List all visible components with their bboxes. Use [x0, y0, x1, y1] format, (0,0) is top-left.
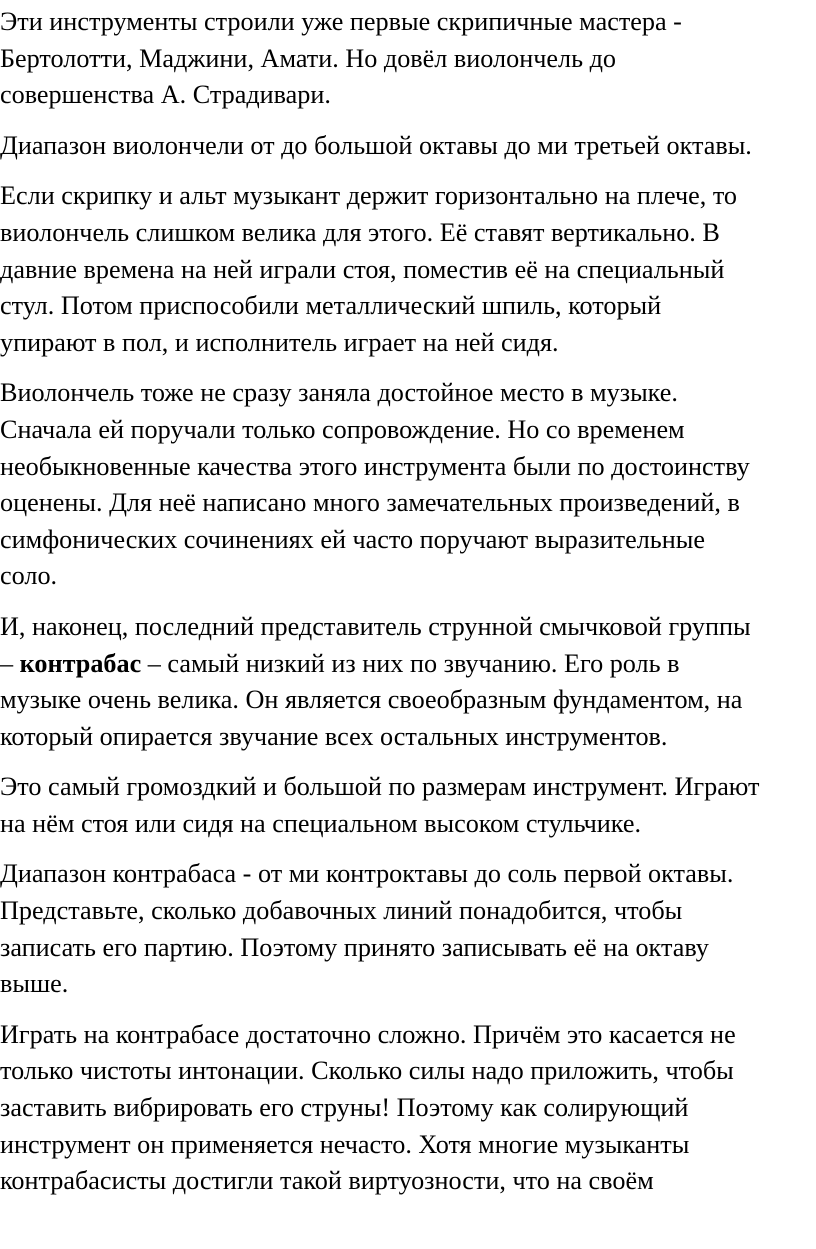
- text-line: Виолончель тоже не сразу заняла достойное место в музыке.: [0, 378, 678, 408]
- line-continuation: – самый низкий из них по звучанию. Его роль в: [141, 648, 680, 678]
- text-line: на нём стоя или сидя на специальном высоком стульчике.: [0, 808, 642, 838]
- text-line: И, наконец, последний представитель струнной смычковой группы: [0, 611, 751, 641]
- text-line: Играть на контрабасе достаточно сложно. Причём это касается не: [0, 1019, 736, 1049]
- text-line: совершенства А. Страдивари.: [0, 80, 331, 110]
- text-line: упирают в пол, и исполнитель играет на ней сидя.: [0, 327, 559, 357]
- dash-prefix: –: [0, 648, 20, 678]
- text-line: Сначала ей поручали только сопровождение. Но со временем: [0, 414, 685, 444]
- text-line: Эти инструменты строили уже первые скрипичные мастера -: [0, 7, 682, 36]
- text-line: музыке очень велика. Он является своеобразным фундаментом, на: [0, 685, 743, 715]
- paragraph-cello-makers: [0, 4, 816, 114]
- text-line: необыкновенные качества этого инструмента были по достоинству: [0, 451, 750, 481]
- paragraph-cello-posture: [0, 178, 816, 361]
- text-line: оценены. Для неё написано много замечательных произведений, в: [0, 488, 740, 518]
- text-line: заставить вибрировать его струны! Поэтому как солирующий: [0, 1093, 689, 1123]
- text-line: стул. Потом приспособили металлический шпиль, который: [0, 291, 662, 321]
- text-line: Если скрипку и альт музыкант держит горизонтально на плече, то: [0, 181, 738, 211]
- text-line: давние времена на ней играли стоя, поместив её на специальный: [0, 254, 725, 284]
- text-line: Диапазон контрабаса - от ми контроктавы до соль первой октавы.: [0, 859, 734, 889]
- term-double-bass: контрабас: [19, 648, 142, 678]
- paragraph-double-bass-size: [0, 769, 816, 842]
- text-line: Бертолотти, Маджини, Амати. Но довёл виолончель до: [0, 43, 616, 73]
- text-line: виолончель слишком велика для этого. Её ставят вертикально. В: [0, 217, 720, 247]
- text-line: Диапазон виолончели от до большой октавы до ми третьей октавы.: [0, 130, 752, 160]
- paragraph-double-bass-difficulty: [0, 1017, 816, 1200]
- text-line: выше.: [0, 969, 69, 999]
- paragraph-double-bass-range: [0, 856, 816, 1002]
- paragraph-cello-recognition: [0, 375, 816, 595]
- text-line: контрабасисты достигли такой виртуозности, что на своём: [0, 1166, 654, 1196]
- text-line: который опирается звучание всех остальных инструментов.: [0, 721, 668, 751]
- text-line: записать его партию. Поэтому принято записывать её на октаву: [0, 932, 709, 962]
- text-line: только чистоты интонации. Сколько силы надо приложить, чтобы: [0, 1056, 734, 1086]
- paragraph-cello-range: [0, 128, 816, 165]
- text-line: Представьте, сколько добавочных линий понадобится, чтобы: [0, 896, 683, 926]
- text-line: [0, 646, 816, 683]
- paragraph-double-bass-intro: [0, 609, 816, 755]
- text-line: соло.: [0, 561, 58, 591]
- text-line: симфонических сочинениях ей часто поручают выразительные: [0, 524, 705, 554]
- text-line: инструмент он применяется нечасто. Хотя многие музыканты: [0, 1129, 690, 1159]
- text-line: Это самый громоздкий и большой по размерам инструмент. Играют: [0, 772, 760, 802]
